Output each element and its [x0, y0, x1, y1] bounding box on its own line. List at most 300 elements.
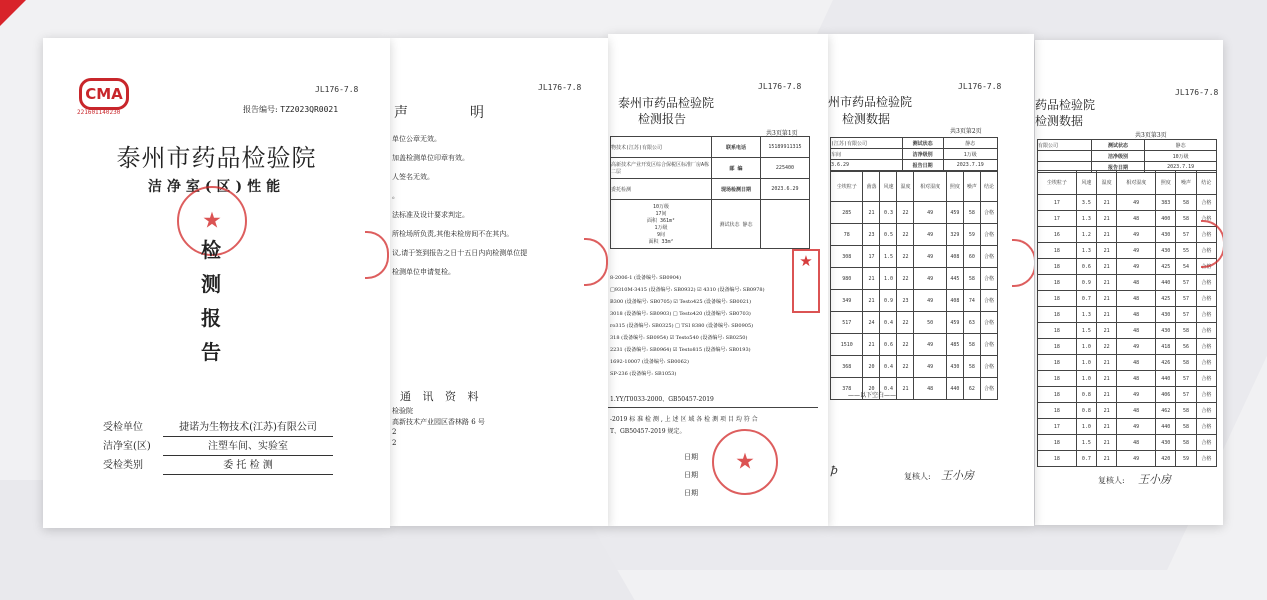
end-note: ——以下空白——	[848, 392, 897, 399]
data-cell: 合格	[1196, 419, 1216, 435]
table-row	[1038, 435, 1217, 451]
data-cell: 1.0	[880, 268, 897, 290]
conclusion-text	[610, 414, 820, 438]
form-code: JL176-7.8	[538, 83, 582, 92]
data-cell: 21	[1097, 355, 1117, 371]
data-cell: 49	[914, 334, 946, 356]
data-cell: 18	[1038, 339, 1077, 355]
data-cell: 18	[1038, 291, 1077, 307]
data-cell: 58	[1176, 195, 1196, 211]
data-cell: 0.6	[1076, 259, 1096, 275]
data-cell: 49	[914, 356, 946, 378]
data-cell: 49	[914, 246, 946, 268]
cma-logo	[79, 78, 129, 110]
report-number-label: 报告编号:	[243, 105, 278, 114]
title-char: 报	[201, 306, 221, 330]
meta-key: 测试状态	[902, 138, 943, 149]
data-cell: 517	[831, 312, 863, 334]
meta-row	[831, 160, 998, 171]
meta-value: 静态	[1145, 140, 1217, 151]
data-cell: 21	[863, 202, 880, 224]
tester-signature: ꝥ	[830, 464, 837, 477]
data-cell: 62	[963, 378, 980, 400]
data-cell: 57	[1176, 307, 1196, 323]
reviewer-signature: 王小房	[1138, 473, 1171, 486]
data-cell: 21	[1097, 291, 1117, 307]
corner-accent	[0, 0, 26, 26]
date-label: 日期	[684, 489, 698, 497]
cover-field-row	[103, 418, 383, 437]
data-cell: 21	[1097, 371, 1117, 387]
meta-unit: (江苏)有限公司	[831, 138, 903, 149]
data-cell: 285	[831, 202, 863, 224]
data-cell: 1.3	[1076, 307, 1096, 323]
meta-key: 洁净级别	[902, 149, 943, 160]
data-cell: 59	[963, 224, 980, 246]
data-cell: 0.7	[1076, 451, 1096, 467]
data-cell: 55	[1176, 243, 1196, 259]
data-cell: 1.3	[1076, 243, 1096, 259]
data-cell: 430	[1156, 323, 1176, 339]
cover-fields	[103, 418, 383, 475]
data-cell: 合格	[1196, 243, 1216, 259]
equipment-item: 1692-10007 (设备编号: SB0062)	[610, 359, 689, 365]
data-cell: 18	[1038, 323, 1077, 339]
data-cell: 合格	[1196, 339, 1216, 355]
form-code: JL176-7.8	[315, 85, 359, 94]
data-cell: 1.2	[1076, 227, 1096, 243]
meta-key: 报告日期	[902, 160, 943, 171]
data-header-cell: 温度	[1097, 171, 1117, 195]
table-row	[831, 356, 998, 378]
report-title: 检测报告	[638, 112, 687, 126]
meta-unit: 有限公司	[1038, 140, 1092, 151]
data-cell: 440	[946, 378, 963, 400]
data-cell: 0.4	[880, 356, 897, 378]
institute-name: 泰州市药品检验院	[116, 144, 317, 172]
report-row-key: 现场检测日期	[712, 179, 761, 200]
data-cell: 合格	[1196, 403, 1216, 419]
meta-value: 2023.7.19	[1145, 162, 1217, 173]
data-cell: 0.9	[880, 290, 897, 312]
side-seal-stamp: ★	[792, 249, 820, 313]
data-cell: 49	[1117, 227, 1156, 243]
data-cell: 462	[1156, 403, 1176, 419]
data-header-cell: 噪声	[963, 172, 980, 202]
title-char: 测	[201, 272, 221, 296]
standard-line: 1.YY/T0033-2000、GB50457-2019	[610, 396, 714, 403]
data-cell: 21	[1097, 387, 1117, 403]
data-cell: 22	[1097, 339, 1117, 355]
data-cell: 420	[1156, 451, 1176, 467]
sheet-title: 检测数据	[842, 112, 891, 126]
data-header-cell: 结论	[980, 172, 997, 202]
form-code: JL176-7.8	[958, 82, 1002, 91]
report-row-value: 2023.6.29	[760, 179, 809, 200]
data-sheet-page-2	[828, 34, 1034, 526]
data-cell: 1510	[831, 334, 863, 356]
data-cell: 17	[1038, 419, 1077, 435]
contact-line: 2	[392, 428, 397, 436]
data-cell: 21	[863, 268, 880, 290]
data-cell: 48	[1117, 435, 1156, 451]
report-row-label: 委托检测	[611, 179, 712, 200]
data-header-cell: 尘埃粒子	[831, 172, 863, 202]
field-value: 注塑车间、实验室	[163, 437, 333, 456]
data-cell: 21	[1097, 307, 1117, 323]
report-row-value: 225400	[760, 158, 809, 179]
data-cell: 18	[1038, 387, 1077, 403]
meta-key: 报告日期	[1091, 162, 1145, 173]
data-cell: 20	[863, 378, 880, 400]
data-cell: 49	[1117, 259, 1156, 275]
env-blank	[760, 200, 809, 249]
statement-item: 人签名无效。	[392, 173, 434, 181]
data-cell: 430	[1156, 243, 1176, 259]
meta-row	[831, 138, 998, 149]
table-row	[1038, 291, 1217, 307]
data-cell: 48	[1117, 323, 1156, 339]
data-cell: 22	[897, 246, 914, 268]
statement-item: 加盖检测单位印章有效。	[392, 154, 469, 162]
data-cell: 合格	[980, 268, 997, 290]
data-cell: 21	[863, 334, 880, 356]
meta-key: 测试状态	[1091, 140, 1145, 151]
meta-row	[1038, 151, 1217, 162]
data-cell: 485	[946, 334, 963, 356]
data-cell: 21	[1097, 435, 1117, 451]
equipment-item: 2231 (设备编号: SB0964) ☑ Testo815 (设备编号: SB0193)	[610, 347, 751, 353]
data-cell: 合格	[980, 246, 997, 268]
equipment-item: 3018 (设备编号: SB0903) □ Testo420 (设备编号: SB0703)	[610, 311, 751, 317]
data-cell: 0.4	[880, 378, 897, 400]
statement-item: 法标准及设计要求判定。	[392, 211, 469, 219]
seal-stamp-partial	[1012, 239, 1034, 287]
statement-heading-left: 声	[394, 105, 408, 121]
divider	[608, 407, 818, 408]
report-number-value: TZ2023QR0021	[280, 105, 339, 114]
env-value: 面积 33m²	[648, 239, 674, 245]
data-cell: 0.5	[880, 224, 897, 246]
data-header-cell: 温度	[897, 172, 914, 202]
data-cell: 54	[1176, 259, 1196, 275]
meta-value: 1万级	[943, 149, 997, 160]
data-cell: 59	[1176, 451, 1196, 467]
data-cell: 21	[897, 378, 914, 400]
data-cell: 22	[897, 334, 914, 356]
env-value: 1万级	[654, 225, 668, 231]
page-number: 共3页第1页	[766, 130, 798, 137]
report-info-table	[610, 136, 810, 249]
data-cell: 49	[914, 290, 946, 312]
report-number	[243, 104, 338, 115]
data-cell: 合格	[1196, 451, 1216, 467]
institute-title: 药品检验院	[1035, 98, 1096, 112]
data-cell: 23	[863, 224, 880, 246]
data-header-cell: 相对湿度	[1117, 171, 1156, 195]
data-cell: 56	[1176, 339, 1196, 355]
table-row	[1038, 451, 1217, 467]
data-cell: 合格	[1196, 371, 1216, 387]
contact-heading: 通 讯 资 料	[400, 390, 483, 403]
data-cell: 430	[1156, 435, 1176, 451]
data-cell: 18	[1038, 435, 1077, 451]
reviewer-signature: 王小房	[941, 469, 974, 482]
data-cell: 合格	[1196, 195, 1216, 211]
contact-lines	[392, 406, 485, 450]
data-header-cell: 尘埃粒子	[1038, 171, 1077, 195]
data-table	[830, 171, 998, 400]
data-cell: 459	[946, 312, 963, 334]
table-row	[831, 290, 998, 312]
report-subtitle: 洁净室(区)性能	[147, 179, 286, 195]
data-cell: 58	[963, 268, 980, 290]
seal-stamp-partial	[584, 238, 608, 286]
data-cell: 18	[1038, 451, 1077, 467]
data-cell: 58	[1176, 355, 1196, 371]
data-cell: 49	[1117, 195, 1156, 211]
reviewer-label: 复核人:	[904, 472, 931, 481]
statement-items	[392, 134, 592, 286]
sheet-title: 检测数据	[1035, 114, 1084, 128]
data-cell: 24	[863, 312, 880, 334]
data-header-row	[831, 172, 998, 202]
statement-item: 议,请于签到报告之日十五日内向检测单位提	[392, 249, 528, 257]
data-cell: 0.8	[1076, 403, 1096, 419]
data-cell: 50	[914, 312, 946, 334]
report-env-row	[611, 200, 810, 249]
data-cell: 1.5	[1076, 323, 1096, 339]
data-cell: 57	[1176, 387, 1196, 403]
data-cell: 0.4	[880, 312, 897, 334]
data-header-cell: 风速	[880, 172, 897, 202]
data-cell: 22	[897, 268, 914, 290]
institute-title: 州市药品检验院	[828, 95, 913, 109]
data-cell: 418	[1156, 339, 1176, 355]
data-cell: 合格	[1196, 323, 1216, 339]
table-row	[1038, 371, 1217, 387]
data-cell: 合格	[1196, 211, 1216, 227]
data-cell: 1.0	[1076, 419, 1096, 435]
data-cell: 合格	[1196, 387, 1216, 403]
data-cell: 48	[1117, 355, 1156, 371]
table-row	[831, 334, 998, 356]
field-label: 受检单位	[103, 422, 143, 433]
data-cell: 430	[1156, 307, 1176, 323]
equipment-item: 8-2006-1 (设备编号: SB0904)	[610, 275, 682, 281]
data-cell: 合格	[1196, 355, 1216, 371]
data-cell: 49	[914, 202, 946, 224]
data-cell: 17	[863, 246, 880, 268]
conclusion-line: -2019 标 准 检 测 , 上 述 区 域 各 检 测 项 目 均 符 合	[610, 416, 758, 423]
data-cell: 合格	[980, 378, 997, 400]
env-value: 9间	[656, 232, 665, 238]
data-cell: 合格	[980, 312, 997, 334]
data-cell: 48	[914, 378, 946, 400]
data-cell: 22	[897, 202, 914, 224]
data-cell: 0.7	[1076, 291, 1096, 307]
data-cell: 74	[963, 290, 980, 312]
data-cell: 408	[946, 290, 963, 312]
data-sheet-page-3	[1035, 40, 1223, 525]
statement-page	[390, 38, 608, 526]
table-row	[1038, 211, 1217, 227]
data-cell: 18	[1038, 275, 1077, 291]
table-row	[1038, 259, 1217, 275]
form-code: JL176-7.8	[1175, 88, 1219, 97]
equipment-item: ro315 (设备编号: SB0325) □ TSI 8380 (设备编号: SB0905)	[610, 323, 754, 329]
meta-unit	[1038, 151, 1092, 162]
page-number: 共3页第2页	[950, 128, 982, 135]
data-cell: 1.0	[1076, 339, 1096, 355]
data-cell: 17	[1038, 195, 1077, 211]
report-row-key: 联系电话	[712, 137, 761, 158]
data-cell: 21	[863, 290, 880, 312]
equipment-item: B300 (设备编号: SB0705) ☑ Testo425 (设备编号: SB0021)	[610, 299, 752, 305]
data-cell: 329	[946, 224, 963, 246]
data-cell: 78	[831, 224, 863, 246]
table-row	[1038, 419, 1217, 435]
statement-item: 检测单位申请复检。	[392, 268, 455, 276]
data-cell: 1.0	[1076, 371, 1096, 387]
statement-item: 。	[392, 192, 399, 200]
contact-line: 检验院	[392, 407, 413, 415]
data-header-row	[1038, 171, 1217, 195]
data-cell: 合格	[1196, 259, 1216, 275]
data-cell: 440	[1156, 275, 1176, 291]
data-cell: 21	[1097, 451, 1117, 467]
institute-title: 泰州市药品检验院	[618, 96, 715, 110]
data-cell: 408	[946, 246, 963, 268]
official-seal-stamp: ★	[177, 186, 247, 256]
data-cell: 58	[963, 334, 980, 356]
data-cell: 425	[1156, 259, 1176, 275]
meta-value: 静态	[943, 138, 997, 149]
env-value: 面积 361m²	[646, 218, 676, 224]
data-cell: 368	[831, 356, 863, 378]
data-cell: 合格	[1196, 227, 1216, 243]
equipment-item: 318 (设备编号: SB0954) ☑ Testo540 (设备编号: SB0250)	[610, 335, 748, 341]
meta-value: 10万级	[1145, 151, 1217, 162]
table-row	[1038, 243, 1217, 259]
data-cell: 383	[1156, 195, 1176, 211]
equipment-list	[610, 274, 810, 382]
data-cell: 21	[1097, 323, 1117, 339]
test-report-page-1	[608, 34, 828, 526]
data-cell: 21	[1097, 243, 1117, 259]
data-cell: 58	[1176, 323, 1196, 339]
data-cell: 63	[963, 312, 980, 334]
data-cell: 18	[1038, 307, 1077, 323]
data-cell: 22	[897, 224, 914, 246]
data-cell: 349	[831, 290, 863, 312]
env-tail: 测试状态 静态	[712, 200, 761, 249]
table-row	[831, 224, 998, 246]
data-cell: 18	[1038, 371, 1077, 387]
data-cell: 400	[1156, 211, 1176, 227]
table-row	[831, 246, 998, 268]
cover-field-row	[103, 437, 383, 456]
data-cell: 60	[963, 246, 980, 268]
data-cell: 18	[1038, 403, 1077, 419]
data-cell: 17	[1038, 211, 1077, 227]
date-label: 日期	[684, 453, 698, 461]
contact-line: 2	[392, 439, 397, 447]
data-cell: 合格	[980, 202, 997, 224]
data-cell: 980	[831, 268, 863, 290]
data-cell: 49	[1117, 339, 1156, 355]
data-cell: 21	[1097, 419, 1117, 435]
data-cell: 445	[946, 268, 963, 290]
data-cell: 430	[1156, 227, 1176, 243]
field-value: 捷诺为生物技术(江苏)有限公司	[163, 418, 333, 437]
title-char: 告	[201, 340, 221, 364]
data-cell: 49	[914, 224, 946, 246]
data-cell: 1.5	[880, 246, 897, 268]
seal-stamp-partial	[365, 231, 389, 279]
table-row	[1038, 307, 1217, 323]
data-header-cell: 照度	[1156, 171, 1176, 195]
data-cell: 22	[897, 356, 914, 378]
data-header-cell: 风速	[1076, 171, 1096, 195]
data-cell: 406	[1156, 387, 1176, 403]
field-label: 受检类别	[103, 460, 143, 471]
env-cell	[611, 200, 712, 249]
data-cell: 18	[1038, 355, 1077, 371]
data-cell: 0.3	[880, 202, 897, 224]
data-header-cell: 菌落	[863, 172, 880, 202]
data-cell: 0.6	[880, 334, 897, 356]
data-header-cell: 结论	[1196, 171, 1216, 195]
cma-number: 221601140230	[77, 109, 121, 116]
page-number: 共3页第3页	[1135, 132, 1167, 139]
report-info-row	[611, 137, 810, 158]
data-cell: 58	[963, 356, 980, 378]
statement-heading-right: 明	[470, 105, 484, 121]
report-cover-page	[43, 38, 390, 528]
data-header-cell: 照度	[946, 172, 963, 202]
data-header-cell: 噪声	[1176, 171, 1196, 195]
data-cell: 49	[914, 268, 946, 290]
table-row	[1038, 227, 1217, 243]
field-value: 委 托 检 测	[163, 456, 333, 475]
data-cell: 合格	[1196, 291, 1216, 307]
report-row-value: 15189911315	[760, 137, 809, 158]
data-cell: 308	[831, 246, 863, 268]
data-cell: 21	[1097, 403, 1117, 419]
reviewer-label: 复核人:	[1098, 476, 1125, 485]
data-cell: 合格	[980, 356, 997, 378]
table-row	[1038, 403, 1217, 419]
data-cell: 58	[1176, 419, 1196, 435]
data-cell: 20	[863, 356, 880, 378]
data-cell: 58	[963, 202, 980, 224]
table-row	[1038, 387, 1217, 403]
data-cell: 18	[1038, 259, 1077, 275]
data-cell: 378	[831, 378, 863, 400]
meta-value: 2023.7.19	[943, 160, 997, 171]
data-cell: 58	[1176, 403, 1196, 419]
data-cell: 58	[1176, 435, 1196, 451]
data-cell: 22	[897, 312, 914, 334]
report-info-row	[611, 179, 810, 200]
official-seal-stamp: ★	[712, 429, 778, 495]
conclusion-line: T、GB50457-2019 规定。	[610, 428, 686, 435]
data-cell: 57	[1176, 371, 1196, 387]
data-cell: 23	[897, 290, 914, 312]
data-cell: 58	[1176, 211, 1196, 227]
data-cell: 18	[1038, 243, 1077, 259]
